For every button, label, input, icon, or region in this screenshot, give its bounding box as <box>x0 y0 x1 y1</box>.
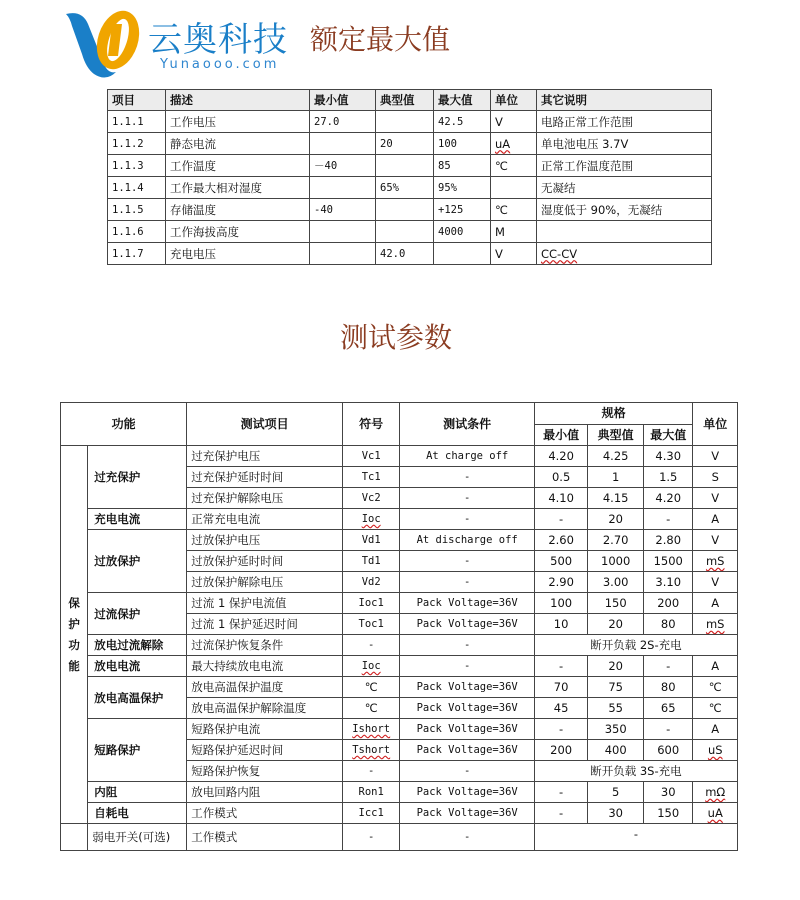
note: 单电池电压 3.7V <box>537 133 712 155</box>
condition: Pack Voltage=36V <box>400 803 534 824</box>
unit <box>693 551 738 572</box>
typ-value: 20 <box>588 614 644 635</box>
typ-value: 20 <box>588 509 644 530</box>
group-charge-current: 充电电流 <box>88 509 187 530</box>
typ-value: 42.0 <box>376 243 434 265</box>
unit: A <box>693 509 738 530</box>
note-text: CC-CV <box>541 246 578 261</box>
typ-value: 1000 <box>588 551 644 572</box>
min-value: 27.0 <box>310 111 376 133</box>
unit <box>693 782 738 803</box>
item-id: 1.1.7 <box>108 243 166 265</box>
ratings-table <box>107 89 712 265</box>
typ-value <box>376 111 434 133</box>
min-value: 200 <box>534 740 588 761</box>
max-value: 4000 <box>434 221 491 243</box>
description: 工作最大相对湿度 <box>166 177 310 199</box>
unit: A <box>693 593 738 614</box>
test-item: 过流保护恢复条件 <box>187 635 343 656</box>
symbol: - <box>342 824 400 851</box>
section-title-test-params: 测试参数 <box>340 321 453 354</box>
group-overcharge: 过充保护 <box>88 446 187 509</box>
test-item: 过流 1 保护延迟时间 <box>187 614 343 635</box>
typ-value: 150 <box>588 593 644 614</box>
max-value: - <box>643 656 693 677</box>
group-overdischarge: 过放保护 <box>88 530 187 593</box>
typ-value <box>376 221 434 243</box>
group-overtemp: 放电高温保护 <box>88 677 187 719</box>
note <box>537 243 712 265</box>
max-value: 3.10 <box>643 572 693 593</box>
condition: - <box>400 488 534 509</box>
item-id: 1.1.2 <box>108 133 166 155</box>
unit-text: mΩ <box>705 785 726 799</box>
max-value: 4.20 <box>643 488 693 509</box>
note <box>537 221 712 243</box>
table-row <box>61 656 738 677</box>
header-cell: 其它说明 <box>537 90 712 111</box>
table-row <box>61 803 738 824</box>
min-value: 2.60 <box>534 530 588 551</box>
group-overcurrent-release: 放电过流解除 <box>88 635 187 656</box>
max-value: 150 <box>643 803 693 824</box>
max-value: 4.30 <box>643 446 693 467</box>
unit <box>693 740 738 761</box>
table-row <box>108 199 712 221</box>
symbol <box>342 656 400 677</box>
note: 电路正常工作范围 <box>537 111 712 133</box>
max-value <box>434 243 491 265</box>
typ-value: 30 <box>588 803 644 824</box>
note: 湿度低于 90%，无凝结 <box>537 199 712 221</box>
table-row <box>61 593 738 614</box>
table-header-row <box>61 403 738 425</box>
group-resistance: 内阻 <box>88 782 187 803</box>
unit <box>491 177 537 199</box>
description: 充电电压 <box>166 243 310 265</box>
min-value: -40 <box>310 199 376 221</box>
table-row <box>108 243 712 265</box>
note: 正常工作温度范围 <box>537 155 712 177</box>
spec-note: 断开负载 3S-充电 <box>534 761 737 782</box>
min-value: - <box>534 656 588 677</box>
max-value: 600 <box>643 740 693 761</box>
condition: Pack Voltage=36V <box>400 740 534 761</box>
table-row <box>108 111 712 133</box>
test-item: 短路保护恢复 <box>187 761 343 782</box>
max-value: 1.5 <box>643 467 693 488</box>
symbol: - <box>342 635 400 656</box>
note: 无凝结 <box>537 177 712 199</box>
table-row <box>108 155 712 177</box>
unit: ℃ <box>491 155 537 177</box>
min-value: 70 <box>534 677 588 698</box>
group-short: 短路保护 <box>88 719 187 782</box>
table-row <box>61 509 738 530</box>
table-row <box>108 221 712 243</box>
condition: Pack Voltage=36V <box>400 593 534 614</box>
header-test-item: 测试项目 <box>187 403 343 446</box>
min-value: 0.5 <box>534 467 588 488</box>
test-item: 过充保护解除电压 <box>187 488 343 509</box>
header-cell: 单位 <box>491 90 537 111</box>
unit-text: mS <box>705 617 725 631</box>
min-value: 4.20 <box>534 446 588 467</box>
min-value: 10 <box>534 614 588 635</box>
header-function: 功能 <box>61 403 187 446</box>
table-header-row <box>108 90 712 111</box>
symbol: Icc1 <box>342 803 400 824</box>
unit: V <box>693 488 738 509</box>
min-value <box>310 243 376 265</box>
condition: - <box>400 551 534 572</box>
min-value: - <box>534 719 588 740</box>
condition: Pack Voltage=36V <box>400 677 534 698</box>
test-item: 过充保护电压 <box>187 446 343 467</box>
min-value: 4.10 <box>534 488 588 509</box>
table-row <box>108 177 712 199</box>
section-title-ratings: 额定最大值 <box>310 23 451 56</box>
symbol: Td1 <box>342 551 400 572</box>
item-id: 1.1.4 <box>108 177 166 199</box>
max-value: 42.5 <box>434 111 491 133</box>
max-value: 1500 <box>643 551 693 572</box>
label-char: 功 <box>68 637 80 652</box>
min-value: - <box>534 782 588 803</box>
unit: V <box>693 446 738 467</box>
test-item: 工作模式 <box>187 824 343 851</box>
unit-text: mS <box>705 554 725 568</box>
max-value: +125 <box>434 199 491 221</box>
description: 工作海拔高度 <box>166 221 310 243</box>
symbol-text: Ioc <box>361 513 381 525</box>
min-value: - <box>534 509 588 530</box>
typ-value: 4.15 <box>588 488 644 509</box>
condition: Pack Voltage=36V <box>400 782 534 803</box>
min-value <box>310 221 376 243</box>
symbol-text: Ioc <box>361 660 381 672</box>
test-item: 放电回路内阻 <box>187 782 343 803</box>
symbol: Vd1 <box>342 530 400 551</box>
test-item: 过流 1 保护电流值 <box>187 593 343 614</box>
header-max: 最大值 <box>643 424 693 446</box>
typ-value: 20 <box>376 133 434 155</box>
group-self-consumption: 自耗电 <box>88 803 187 824</box>
symbol: Toc1 <box>342 614 400 635</box>
table-row <box>61 782 738 803</box>
typ-value: 65% <box>376 177 434 199</box>
typ-value: 55 <box>588 698 644 719</box>
blank-cell <box>61 824 88 851</box>
symbol: Vc2 <box>342 488 400 509</box>
max-value: 65 <box>643 698 693 719</box>
unit: ℃ <box>693 698 738 719</box>
min-value <box>310 133 376 155</box>
table-row <box>61 719 738 740</box>
typ-value <box>376 199 434 221</box>
symbol <box>342 719 400 740</box>
header-symbol: 符号 <box>342 403 400 446</box>
symbol-text: Tshort <box>352 744 391 756</box>
typ-value: 75 <box>588 677 644 698</box>
condition: - <box>400 509 534 530</box>
unit: A <box>693 656 738 677</box>
header-condition: 测试条件 <box>400 403 534 446</box>
typ-value: 350 <box>588 719 644 740</box>
max-value: 85 <box>434 155 491 177</box>
unit: V <box>693 572 738 593</box>
header-cell: 描述 <box>166 90 310 111</box>
unit-text: uA <box>707 806 723 820</box>
description: 静态电流 <box>166 133 310 155</box>
test-item: 放电高温保护解除温度 <box>187 698 343 719</box>
condition: - <box>400 824 534 851</box>
min-value: 2.90 <box>534 572 588 593</box>
condition: - <box>400 761 534 782</box>
condition: - <box>400 635 534 656</box>
test-item: 过放保护延时时间 <box>187 551 343 572</box>
symbol: - <box>342 761 400 782</box>
item-id: 1.1.6 <box>108 221 166 243</box>
unit <box>693 803 738 824</box>
typ-value: 4.25 <box>588 446 644 467</box>
typ-value: 5 <box>588 782 644 803</box>
unit: V <box>693 530 738 551</box>
symbol: ℃ <box>342 698 400 719</box>
condition: - <box>400 656 534 677</box>
table-row <box>61 530 738 551</box>
test-parameters-table <box>60 402 738 851</box>
table-row <box>61 446 738 467</box>
min-value: 100 <box>534 593 588 614</box>
test-item: 过放保护电压 <box>187 530 343 551</box>
description: 工作电压 <box>166 111 310 133</box>
unit-text: uS <box>707 743 723 757</box>
symbol: Ioc1 <box>342 593 400 614</box>
max-value: 80 <box>643 677 693 698</box>
unit: S <box>693 467 738 488</box>
header-unit: 单位 <box>693 403 738 446</box>
condition: Pack Voltage=36V <box>400 614 534 635</box>
brand-name: 云奥科技 <box>148 20 288 60</box>
header-min: 最小值 <box>534 424 588 446</box>
test-item: 最大持续放电电流 <box>187 656 343 677</box>
test-item: 短路保护延迟时间 <box>187 740 343 761</box>
unit <box>491 133 537 155</box>
unit: M <box>491 221 537 243</box>
table-row <box>61 824 738 851</box>
typ-value: 400 <box>588 740 644 761</box>
max-value: 2.80 <box>643 530 693 551</box>
header-typ: 典型值 <box>588 424 644 446</box>
min-value: - <box>534 803 588 824</box>
group-overcurrent: 过流保护 <box>88 593 187 635</box>
header-spec: 规格 <box>534 403 693 425</box>
header-cell: 典型值 <box>376 90 434 111</box>
unit: V <box>491 111 537 133</box>
condition: At charge off <box>400 446 534 467</box>
max-value: 30 <box>643 782 693 803</box>
condition: At discharge off <box>400 530 534 551</box>
brand-url: Yunaooo.com <box>160 57 280 72</box>
header-cell: 项目 <box>108 90 166 111</box>
symbol <box>342 509 400 530</box>
symbol: ℃ <box>342 677 400 698</box>
protect-function-label <box>61 446 88 824</box>
label-char: 保 <box>68 595 80 610</box>
typ-value: 2.70 <box>588 530 644 551</box>
symbol: Tc1 <box>342 467 400 488</box>
header-cell: 最大值 <box>434 90 491 111</box>
spec-note: - <box>534 824 737 851</box>
unit: V <box>491 243 537 265</box>
description: 工作温度 <box>166 155 310 177</box>
unit: ℃ <box>693 677 738 698</box>
typ-value: 3.00 <box>588 572 644 593</box>
label-char: 护 <box>68 616 80 631</box>
min-value: 45 <box>534 698 588 719</box>
item-id: 1.1.3 <box>108 155 166 177</box>
max-value: - <box>643 719 693 740</box>
max-value: - <box>643 509 693 530</box>
max-value: 80 <box>643 614 693 635</box>
condition: - <box>400 467 534 488</box>
description: 存储温度 <box>166 199 310 221</box>
test-item: 放电高温保护温度 <box>187 677 343 698</box>
item-id: 1.1.1 <box>108 111 166 133</box>
test-item: 过放保护解除电压 <box>187 572 343 593</box>
header-cell: 最小值 <box>310 90 376 111</box>
condition: Pack Voltage=36V <box>400 698 534 719</box>
table-row <box>61 677 738 698</box>
label-char: 能 <box>68 658 80 673</box>
max-value: 95% <box>434 177 491 199</box>
symbol: Ron1 <box>342 782 400 803</box>
condition: - <box>400 572 534 593</box>
test-item: 工作模式 <box>187 803 343 824</box>
spec-note: 断开负载 2S-充电 <box>534 635 737 656</box>
group-discharge-current: 放电电流 <box>88 656 187 677</box>
table-row <box>108 133 712 155</box>
symbol <box>342 740 400 761</box>
condition: Pack Voltage=36V <box>400 719 534 740</box>
typ-value <box>376 155 434 177</box>
max-value: 100 <box>434 133 491 155</box>
test-item: 过充保护延时时间 <box>187 467 343 488</box>
unit-text: uA <box>495 136 511 151</box>
max-value: 200 <box>643 593 693 614</box>
test-item: 正常充电电流 <box>187 509 343 530</box>
unit <box>693 614 738 635</box>
min-value: 500 <box>534 551 588 572</box>
unit: ℃ <box>491 199 537 221</box>
item-id: 1.1.5 <box>108 199 166 221</box>
table-row <box>61 635 738 656</box>
unit: A <box>693 719 738 740</box>
min-value: －40 <box>310 155 376 177</box>
min-value <box>310 177 376 199</box>
typ-value: 20 <box>588 656 644 677</box>
typ-value: 1 <box>588 467 644 488</box>
symbol: Vc1 <box>342 446 400 467</box>
test-item: 短路保护电流 <box>187 719 343 740</box>
group-weak-switch: 弱电开关(可选) <box>88 824 187 851</box>
symbol-text: Ishort <box>352 723 391 735</box>
symbol: Vd2 <box>342 572 400 593</box>
yunao-logo-icon <box>60 6 150 84</box>
